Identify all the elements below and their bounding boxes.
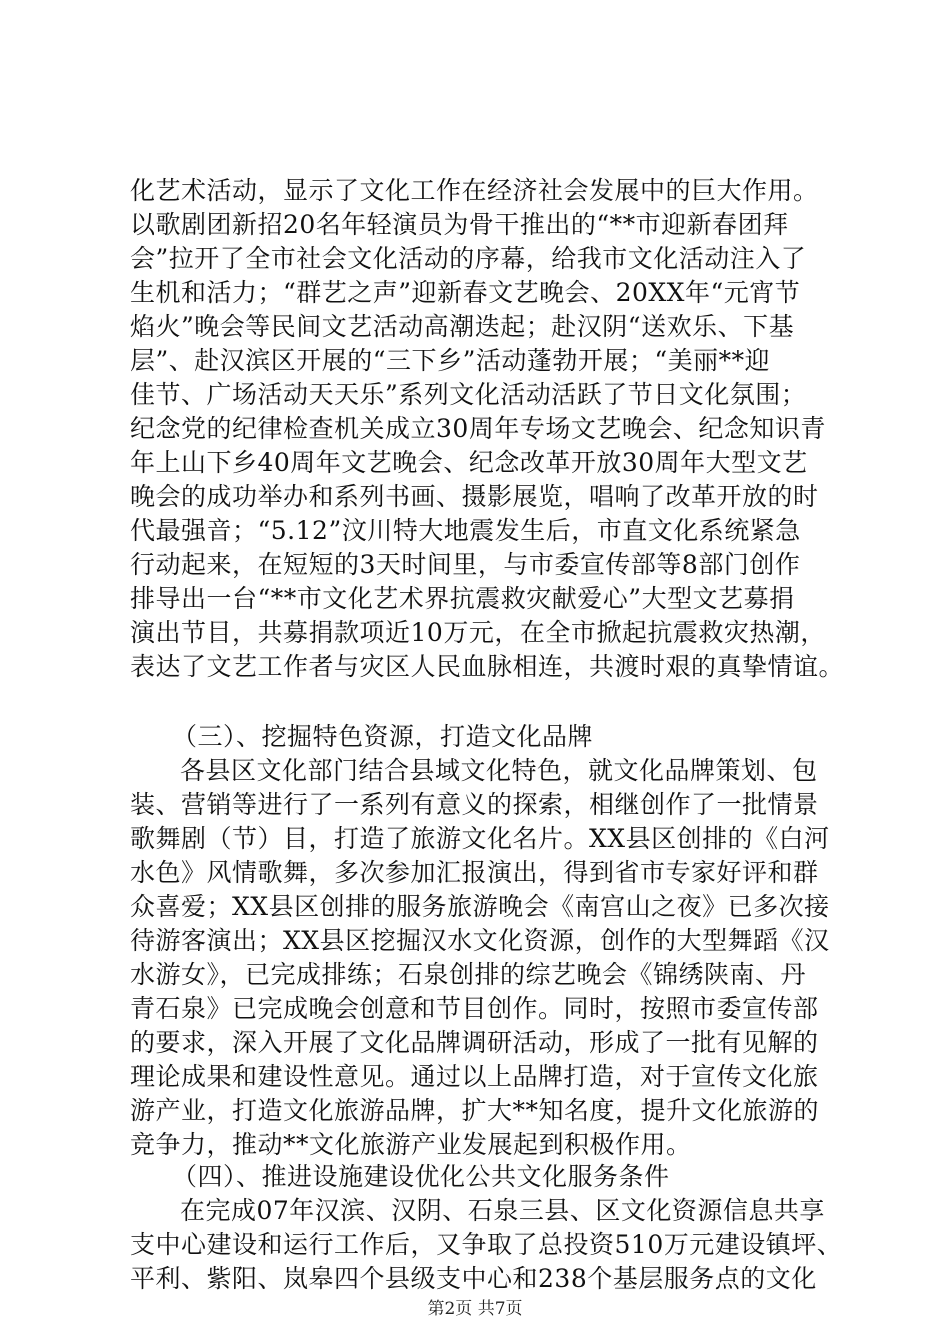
text-line: 待游客演出；XX县区挖掘汉水文化资源，创作的大型舞蹈《汉 (130, 926, 830, 955)
section-heading: （三）、挖掘特色资源，打造文化品牌 (172, 722, 594, 751)
text-line: 焰火”晚会等民间文艺活动高潮迭起；赴汉阴“送欢乐、下基 (130, 312, 795, 341)
page-number-footer: 第2页 共7页 (427, 1299, 523, 1319)
text-line: 在完成07年汉滨、汉阴、石泉三县、区文化资源信息共享 (180, 1196, 825, 1225)
text-line: 表达了文艺工作者与灾区人民血脉相连，共渡时艰的真挚情谊。 (130, 652, 845, 681)
text-line: 各县区文化部门结合县域文化特色，就文化品牌策划、包 (180, 756, 818, 785)
section-heading: （四）、推进设施建设优化公共文化服务条件 (172, 1162, 670, 1191)
text-line: 排导出一台“**市文化艺术界抗震救灾献爱心”大型文艺募捐 (130, 584, 795, 613)
text-line: 青石泉》已完成晚会创意和节目创作。同时，按照市委宣传部 (130, 994, 819, 1023)
text-line: 的要求，深入开展了文化品牌调研活动，形成了一批有见解的 (130, 1028, 819, 1057)
text-line: 佳节、广场活动天天乐”系列文化活动活跃了节日文化氛围； (130, 380, 807, 409)
text-line: 晚会的成功举办和系列书画、摄影展览，唱响了改革开放的时 (130, 482, 819, 511)
text-line: 代最强音；“5.12”汶川特大地震发生后，市直文化系统紧急 (130, 516, 801, 545)
text-line: 众喜爱；XX县区创排的服务旅游晚会《南宫山之夜》已多次接 (130, 892, 830, 921)
text-line: 年上山下乡40周年文艺晚会、纪念改革开放30周年大型文艺 (130, 448, 808, 477)
text-line: 行动起来，在短短的3天时间里，与市委宣传部等8部门创作 (130, 550, 801, 579)
text-line: 游产业，打造文化旅游品牌，扩大**知名度，提升文化旅游的 (130, 1096, 820, 1125)
text-line: 水游女》，已完成排练；石泉创排的综艺晚会《锦绣陕南、丹 (130, 960, 807, 989)
text-line: 水色》风情歌舞，多次参加汇报演出，得到省市专家好评和群 (130, 858, 819, 887)
text-line: 歌舞剧（节）目，打造了旅游文化名片。XX县区创排的《白河 (130, 824, 830, 853)
text-line: 层”、赴汉滨区开展的“三下乡”活动蓬勃开展；“美丽**迎 (130, 346, 771, 375)
text-line: 以歌剧团新招20名年轻演员为骨干推出的“**市迎新春团拜 (130, 210, 789, 239)
text-line: 装、营销等进行了一系列有意义的探索，相继创作了一批情景 (130, 790, 819, 819)
text-line: 理论成果和建设性意见。通过以上品牌打造，对于宣传文化旅 (130, 1062, 819, 1091)
text-line: 平利、紫阳、岚皋四个县级支中心和238个基层服务点的文化 (130, 1264, 817, 1293)
text-line: 演出节目，共募捐款项近10万元，在全市掀起抗震救灾热潮， (130, 618, 826, 647)
text-line: 纪念党的纪律检查机关成立30周年专场文艺晚会、纪念知识青 (130, 414, 826, 443)
text-line: 支中心建设和运行工作后，又争取了总投资510万元建设镇坪、 (130, 1230, 843, 1259)
text-line: 化艺术活动，显示了文化工作在经济社会发展中的巨大作用。 (130, 176, 819, 205)
text-line: 竞争力，推动**文化旅游产业发展起到积极作用。 (130, 1130, 692, 1159)
text-line: 生机和活力；“群艺之声”迎新春文艺晚会、20XX年“元宵节 (130, 278, 801, 307)
text-line: 会”拉开了全市社会文化活动的序幕，给我市文化活动注入了 (130, 244, 807, 273)
